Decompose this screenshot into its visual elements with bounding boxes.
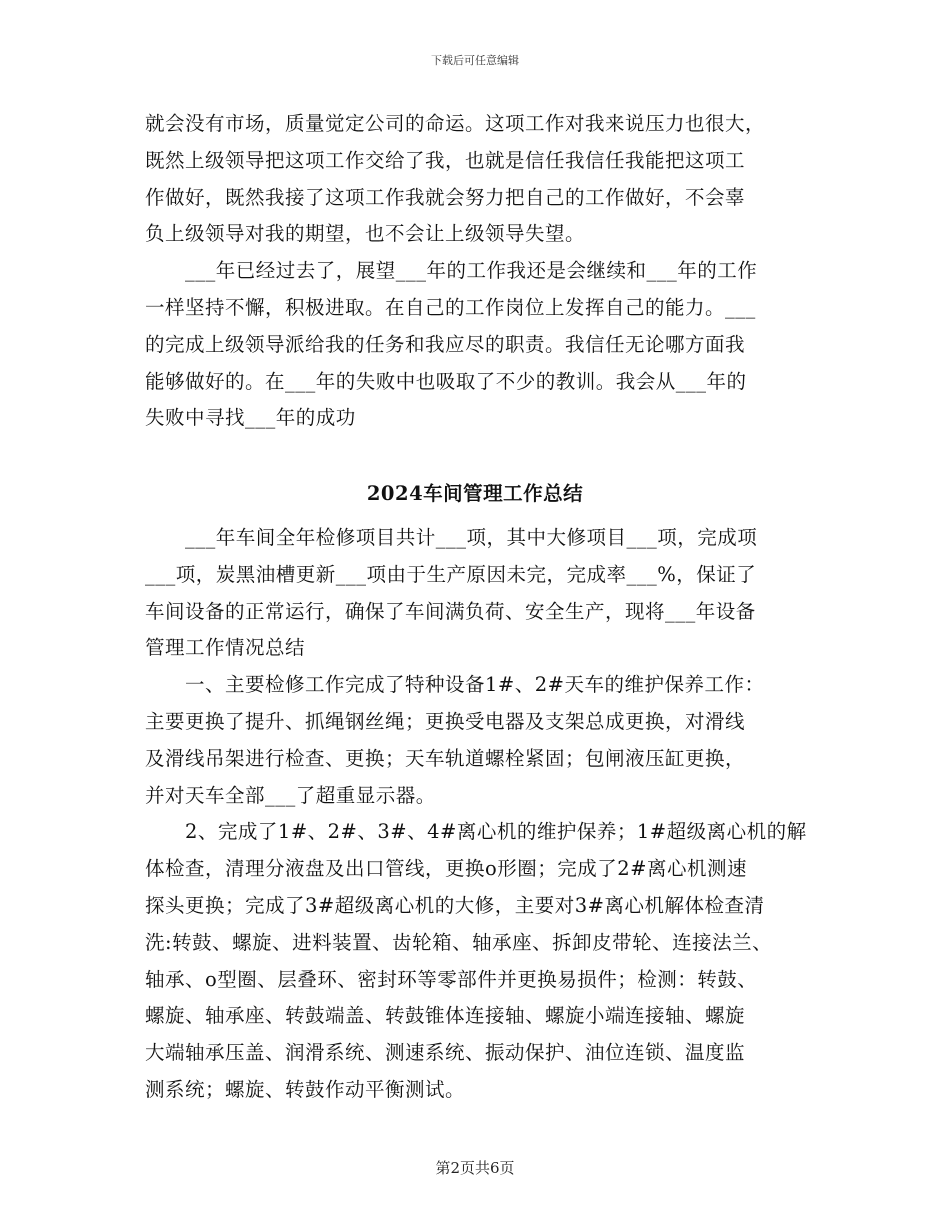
- text-line: 能够做好的。在___年的失败中也吸取了不少的教训。我会从___年的: [145, 369, 747, 393]
- text-line: 及滑线吊架进行检查、更换；天车轨道螺栓紧固；包闸液压缸更换，: [145, 746, 746, 770]
- text-line: 既然上级领导把这项工作交给了我，也就是信任我信任我能把这项工: [145, 148, 746, 172]
- header-note: 下载后可任意编辑: [431, 54, 519, 67]
- text-line: 一样坚持不懈，积极进取。在自己的工作岗位上发挥自己的能力。___: [145, 295, 756, 319]
- text-line: 探头更换；完成了3#超级离心机的大修，主要对3#离心机解体检查清: [145, 893, 765, 917]
- text-line: 管理工作情况总结: [145, 636, 306, 660]
- previous-section-text: [145, 106, 817, 437]
- text-line: ___项，炭黑油槽更新___项由于生产原因未完，完成率___%，保证了: [145, 562, 757, 586]
- text-line: 失败中寻找___年的成功: [145, 406, 356, 430]
- text-line: 洗:转鼓、螺旋、进料装置、齿轮箱、轴承座、拆卸皮带轮、连接法兰、: [145, 930, 773, 954]
- text-line: ___年车间全年检修项目共计___项，其中大修项目___项，完成项: [145, 526, 758, 549]
- text-line: 一、主要检修工作完成了特种设备1#、2#天车的维护保养工作：: [145, 673, 765, 697]
- page-number: 第2页共6页: [435, 1159, 515, 1177]
- text-line: 并对天车全部___了超重显示器。: [145, 783, 436, 807]
- text-line: 体检查，清理分液盘及出口管线，更换o形圈；完成了2#离心机测速: [145, 857, 747, 881]
- text-line: 负上级领导对我的期望，也不会让上级领导失望。: [145, 222, 586, 246]
- text-line: 2、完成了1#、2#、3#、4#离心机的维护保养；1#超级离心机的解: [145, 820, 807, 844]
- text-line: 大端轴承压盖、润滑系统、测速系统、振动保护、油位连锁、温度监: [145, 1041, 746, 1065]
- document-body-text: [145, 520, 817, 1109]
- text-line: 车间设备的正常运行，确保了车间满负荷、安全生产，现将___年设备: [145, 599, 756, 623]
- text-line: 主要更换了提升、抓绳钢丝绳；更换受电器及支架总成更换，对滑线: [145, 709, 746, 733]
- text-line: 的完成上级领导派给我的任务和我应尽的职责。我信任无论哪方面我: [145, 332, 746, 356]
- text-line: 就会没有市场，质量觉定公司的命运。这项工作对我来说压力也很大，: [145, 112, 766, 135]
- text-line: ___年已经过去了，展望___年的工作我还是会继续和___年的工作: [145, 259, 758, 283]
- text-line: 轴承、o型圈、层叠环、密封环等零部件并更换易损件；检测：转鼓、: [145, 967, 758, 991]
- document-title: 2024车间管理工作总结: [366, 482, 584, 505]
- text-line: 测系统；螺旋、转鼓作动平衡测试。: [145, 1077, 466, 1101]
- text-line: 作做好，既然我接了这项工作我就会努力把自己的工作做好，不会辜: [145, 185, 746, 209]
- text-line: 螺旋、轴承座、转鼓端盖、转鼓锥体连接轴、螺旋小端连接轴、螺旋: [145, 1004, 746, 1028]
